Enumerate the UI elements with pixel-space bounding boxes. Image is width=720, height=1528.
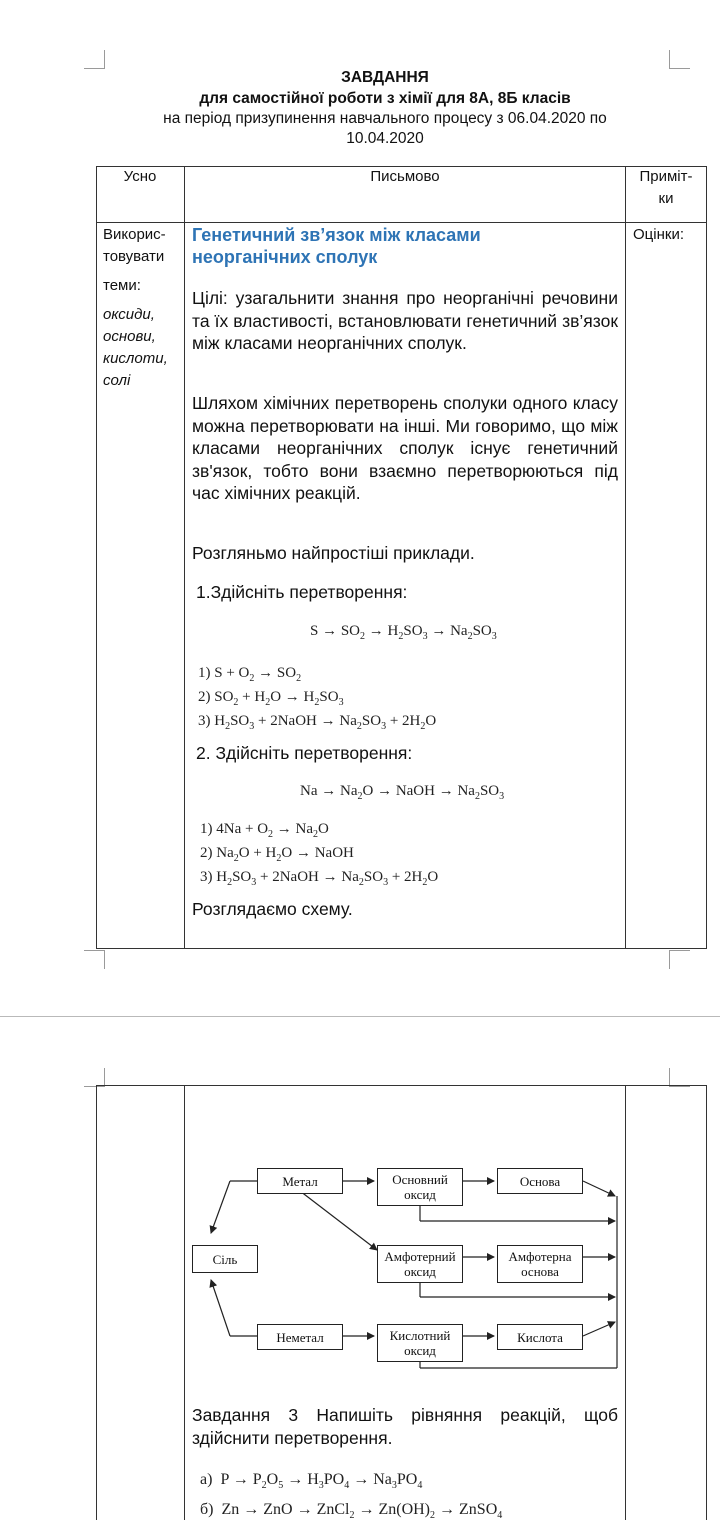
task-3-instructions: Завдання 3 Напишіть рівняння реакцій, щоб здійснити перетворення. [192, 1405, 618, 1448]
task-3-chains [200, 1468, 502, 1528]
scheme-node-salt: Сіль [192, 1245, 258, 1273]
task-3-chain-a: а) $P \to P_2O_5 \to H_3PO_4 \to Na_3PO_4$ [200, 1471, 423, 1492]
column-header-notes: Приміт- ки [639, 168, 693, 207]
task-2-solution: 1) $4Na + O_2 \to Na_2O$ 2) $Na_2O + H_2O$ → NaOH 3) $H_2SO_3$ + 2NaOH → $Na_2SO_3 + 2H_2O$ [200, 821, 439, 888]
task-1-solution: 1) $S + O_2 \to SO_2$ 2) $SO_2 + H_2O \to H_2SO_3$ 3) $H_2SO_3$ + 2NaOH → $Na_2SO_3 + 2H_2O$ [198, 665, 437, 732]
scheme-node-metal: Метал [257, 1168, 343, 1194]
margin-corner-mark [84, 50, 105, 69]
scheme-intro: Розглядаємо схему. [192, 899, 353, 919]
page-2 [0, 1018, 720, 1520]
notes-grades: Оцінки: [633, 226, 684, 243]
document-subtitle: для самостійної роботи з хімії для 8А, 8Б класів [199, 90, 571, 107]
scheme-node-amphoteric-oxide: Амфотерний оксид [377, 1245, 463, 1283]
scheme-node-basic-oxide: Основний оксид [377, 1168, 463, 1206]
table-top-border [96, 1085, 707, 1086]
intro-paragraph: Шляхом хімічних перетворень сполуки одного класу можна перетворювати на інші. Ми говоримо, що між класами неорганічних сполук існує генетичний зв'язок, тобто вони взаємно перетворюються під час хімічних реакцій. [192, 393, 618, 503]
column-header-oral: Усно [123, 168, 157, 185]
task-1-title: 1.Здійсніть перетворення: [196, 582, 408, 602]
header-row-divider [96, 222, 707, 223]
goals-paragraph: Цілі: узагальнити знання про неорганічні речовини та їх властивості, встановлювати генетичний зв’язок між класами неорганічних сполук. [192, 288, 618, 353]
scheme-node-base: Основа [497, 1168, 583, 1194]
period-date: 10.04.2020 [346, 130, 424, 147]
document-title: ЗАВДАННЯ [341, 69, 429, 86]
scheme-node-amphoteric-base: Амфотерна основа [497, 1245, 583, 1283]
task-2-chain: $Na \to Na_2O$ → NaOH → $Na_2SO_3$ [300, 783, 505, 802]
column-header-written: Письмово [370, 168, 440, 185]
lesson-topic: Генетичний зв’язок між класами неорганічних сполук [192, 225, 481, 267]
margin-corner-mark [669, 950, 690, 969]
column-divider [184, 166, 185, 949]
table-left-border [96, 1085, 97, 1520]
column-divider [625, 1085, 626, 1520]
task-1-chain: $S \to SO_2 \to H_2SO_3 \to Na_2SO_3$ [310, 623, 497, 642]
scheme-node-acid-oxide: Кислотний оксид [377, 1324, 463, 1362]
scheme-node-acid: Кислота [497, 1324, 583, 1350]
column-divider [625, 166, 626, 949]
task-2-title: 2. Здійсніть перетворення: [196, 743, 413, 763]
page-separator [0, 1016, 720, 1017]
topic-list: оксиди, основи, кислоти, солі [103, 306, 168, 389]
scheme-node-nonmetal: Неметал [257, 1324, 343, 1350]
period-line: на період призупинення навчального процесу з 06.04.2020 по [163, 110, 607, 127]
table-right-border [706, 1085, 707, 1520]
oral-instructions: Викорис- товувати теми: оксиди, основи, кислоти, солі [103, 224, 183, 392]
task-3-chain-b: б) Zn → ZnO → ZnCl$_2$ → $Zn(OH)_2$ → ZnSO$_4$ [200, 1501, 503, 1522]
margin-corner-mark [84, 950, 105, 969]
examples-intro: Розгляньмо найпростіші приклади. [192, 543, 475, 563]
margin-corner-mark [669, 50, 690, 69]
